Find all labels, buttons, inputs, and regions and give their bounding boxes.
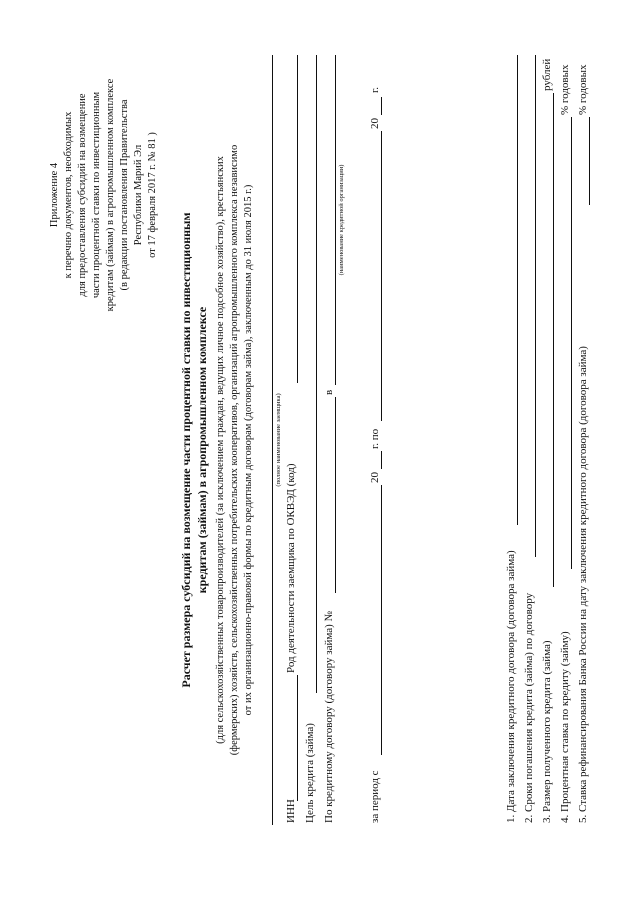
period-end: г. (369, 86, 381, 93)
appendix-line: Республики Марий Эл (133, 144, 144, 246)
purpose-label: Цель кредита (займа) (304, 723, 316, 823)
item-interest-rate-unit: % годовых (559, 64, 571, 115)
item-contract-date-field[interactable] (517, 55, 518, 525)
bank-name-field[interactable] (335, 55, 336, 385)
period-prefix: за период с (369, 770, 381, 823)
subtitle-line: (фермерских) хозяйств, сельскохозяйственных потребительских кооперативов, организаций агропромышленного комплекса независимо (229, 144, 240, 756)
contract-number-field[interactable] (335, 397, 336, 593)
period-year2: 20 (369, 118, 381, 129)
subtitle-line: (для сельскохозяйственных товаропроизводителей (за исключением граждан, ведущих личное подсобное хозяйство), крестьянских (215, 156, 226, 744)
subtitle-line: от их организационно-правовой формы по кредитным договорам (договорам займа), заключенным до 31 июля 2015 г.) (243, 184, 254, 716)
item-repayment-terms-field[interactable] (535, 55, 536, 557)
period-mid: г. по (369, 428, 381, 449)
borrower-caption: (полное наименование заемщика) (275, 393, 282, 487)
item-loan-amount-label: 3. Размер полученного кредита (займа) (541, 640, 553, 823)
period-year1: 20 (369, 472, 381, 483)
bank-caption: (наименование кредитной организации) (338, 164, 345, 276)
period-start-field[interactable] (381, 485, 382, 755)
purpose-field[interactable] (316, 55, 317, 693)
borrower-name-line (272, 55, 273, 825)
okved-label: Род деятельности заемщика по ОКВЭД (код) (285, 463, 297, 673)
period-year1-field[interactable] (381, 451, 382, 469)
page-title-line2: кредитам (займам) в агропромышленном комплексе (195, 306, 209, 594)
item-refinancing-rate-label: 5. Ставка рефинансирования Банка России на дату заключения кредитного договора (договора займа) (577, 346, 589, 823)
appendix-line: кредитам (займам) в агропромышленном комплексе (105, 78, 116, 312)
appendix-line: Приложение 4 (49, 162, 60, 228)
item-refinancing-rate-unit: % годовых (577, 64, 589, 115)
contract-label: По кредитному договору (договору займа) № (323, 610, 335, 823)
appendix-line: от 17 февраля 2017 г. № 81 ) (147, 132, 158, 258)
in-label: в (323, 389, 335, 395)
item-interest-rate-label: 4. Процентная ставка по кредиту (займу) (559, 631, 571, 823)
inn-field[interactable] (297, 675, 298, 801)
item-contract-date-label: 1. Дата заключения кредитного договора (договора займа) (505, 550, 517, 823)
appendix-line: (в редакции постановления Правительства (119, 99, 130, 291)
okved-field[interactable] (297, 55, 298, 383)
item-refinancing-rate-field[interactable] (589, 117, 590, 205)
appendix-line: для предоставления субсидий на возмещение (77, 93, 88, 297)
item-repayment-terms-label: 2. Сроки погашения кредита (займа) по договору (523, 592, 535, 823)
item-interest-rate-field[interactable] (571, 117, 572, 569)
item-loan-amount-unit: рублей (541, 58, 553, 91)
page-title: Расчет размера субсидий на возмещение части процентной ставки по инвестиционным (179, 212, 193, 688)
inn-label: ИНН (285, 799, 297, 823)
period-end-field[interactable] (381, 131, 382, 421)
appendix-line: части процентной ставки по инвестиционным (91, 91, 102, 299)
item-loan-amount-field[interactable] (553, 93, 554, 587)
appendix-line: к перечню документов, необходимых (63, 111, 74, 279)
period-year2-field[interactable] (381, 97, 382, 115)
